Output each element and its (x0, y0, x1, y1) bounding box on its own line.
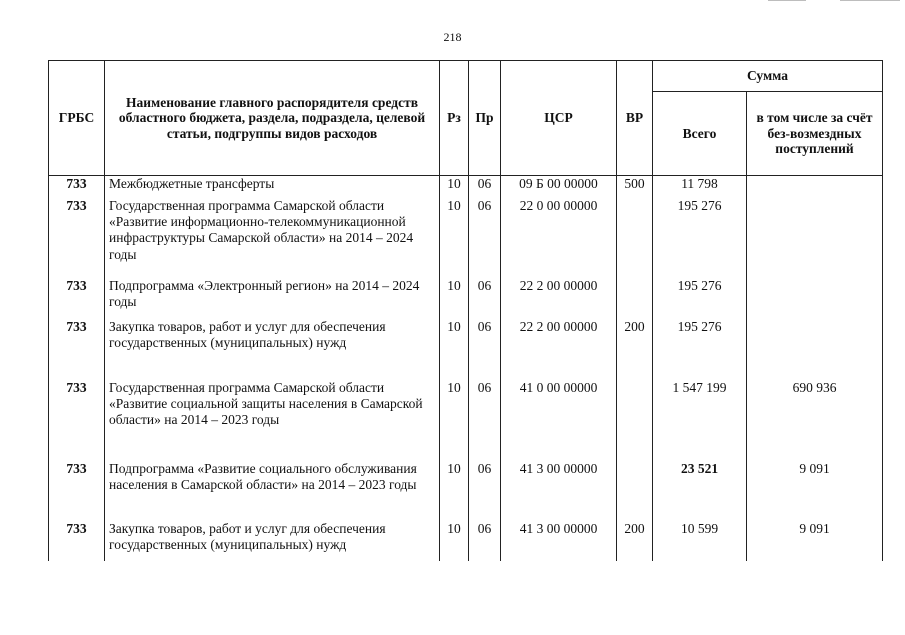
cell-csr: 41 0 00 00000 (501, 380, 617, 461)
cell-rz: 10 (440, 198, 469, 278)
cell-free (747, 278, 883, 319)
cell-total: 11 798 (653, 176, 747, 198)
cell-rz: 10 (440, 176, 469, 198)
table-row (49, 521, 883, 561)
cell-free (747, 319, 883, 380)
header-sum: Сумма (653, 61, 883, 92)
header-pr: Пр (469, 61, 501, 176)
header-name: Наименование главного распорядителя средств областного бюджета, раздела, подраздела, целевой статьи, подгруппы видов расходов (105, 61, 440, 176)
header-grbs: ГРБС (49, 61, 105, 176)
cell-csr: 22 2 00 00000 (501, 278, 617, 319)
cell-pr: 06 (469, 176, 501, 198)
cell-name: Подпрограмма «Развитие социального обслуживания населения в Самарской области» на 2014 – 2023 годы (105, 461, 440, 521)
cell-total: 10 599 (653, 521, 747, 561)
cell-grbs: 733 (49, 198, 105, 278)
budget-table (48, 60, 883, 561)
cell-csr: 22 0 00 00000 (501, 198, 617, 278)
header-vr: ВР (617, 61, 653, 176)
cell-vr (617, 278, 653, 319)
header-rz: Рз (440, 61, 469, 176)
cell-total: 23 521 (653, 461, 747, 521)
cell-free (747, 198, 883, 278)
cell-name: Государственная программа Самарской области «Развитие социальной защиты населения в Самарской области» на 2014 – 2023 годы (105, 380, 440, 461)
table-body (49, 176, 883, 561)
table-row (49, 319, 883, 380)
cell-pr: 06 (469, 461, 501, 521)
cell-pr: 06 (469, 198, 501, 278)
cell-pr: 06 (469, 521, 501, 561)
cell-csr: 41 3 00 00000 (501, 461, 617, 521)
cell-total: 195 276 (653, 278, 747, 319)
cell-rz: 10 (440, 278, 469, 319)
scan-edge-line (768, 0, 806, 1)
cell-name: Межбюджетные трансферты (105, 176, 440, 198)
cell-grbs: 733 (49, 461, 105, 521)
cell-vr (617, 461, 653, 521)
table-row (49, 198, 883, 278)
page-number: 218 (443, 30, 462, 44)
cell-grbs: 733 (49, 278, 105, 319)
cell-free (747, 176, 883, 198)
cell-rz: 10 (440, 461, 469, 521)
cell-pr: 06 (469, 278, 501, 319)
cell-pr: 06 (469, 380, 501, 461)
cell-vr (617, 198, 653, 278)
cell-grbs: 733 (49, 176, 105, 198)
table-row (49, 176, 883, 198)
cell-vr: 200 (617, 319, 653, 380)
cell-csr: 22 2 00 00000 (501, 319, 617, 380)
cell-grbs: 733 (49, 380, 105, 461)
cell-free: 9 091 (747, 521, 883, 561)
cell-name: Закупка товаров, работ и услуг для обеспечения государственных (муниципальных) нужд (105, 319, 440, 380)
cell-vr: 500 (617, 176, 653, 198)
cell-rz: 10 (440, 319, 469, 380)
cell-grbs: 733 (49, 319, 105, 380)
cell-total: 195 276 (653, 319, 747, 380)
cell-csr: 09 Б 00 00000 (501, 176, 617, 198)
header-free: в том числе за счёт без-возмездных поступлений (747, 92, 883, 176)
cell-vr (617, 380, 653, 461)
cell-csr: 41 3 00 00000 (501, 521, 617, 561)
table-header (49, 61, 883, 176)
table-row (49, 278, 883, 319)
cell-name: Государственная программа Самарской области «Развитие информационно-телекоммуникационной инфраструктуры Самарской области» на 2014 – 2024 годы (105, 198, 440, 278)
cell-free: 690 936 (747, 380, 883, 461)
cell-grbs: 733 (49, 521, 105, 561)
cell-free: 9 091 (747, 461, 883, 521)
cell-name: Закупка товаров, работ и услуг для обеспечения государственных (муниципальных) нужд (105, 521, 440, 561)
cell-rz: 10 (440, 380, 469, 461)
cell-pr: 06 (469, 319, 501, 380)
cell-total: 195 276 (653, 198, 747, 278)
cell-rz: 10 (440, 521, 469, 561)
table-row (49, 461, 883, 521)
cell-total: 1 547 199 (653, 380, 747, 461)
header-total: Всего (653, 92, 747, 176)
scan-edge-line (840, 0, 900, 1)
table-row (49, 380, 883, 461)
cell-name: Подпрограмма «Электронный регион» на 2014 – 2024 годы (105, 278, 440, 319)
cell-vr: 200 (617, 521, 653, 561)
header-csr: ЦСР (501, 61, 617, 176)
